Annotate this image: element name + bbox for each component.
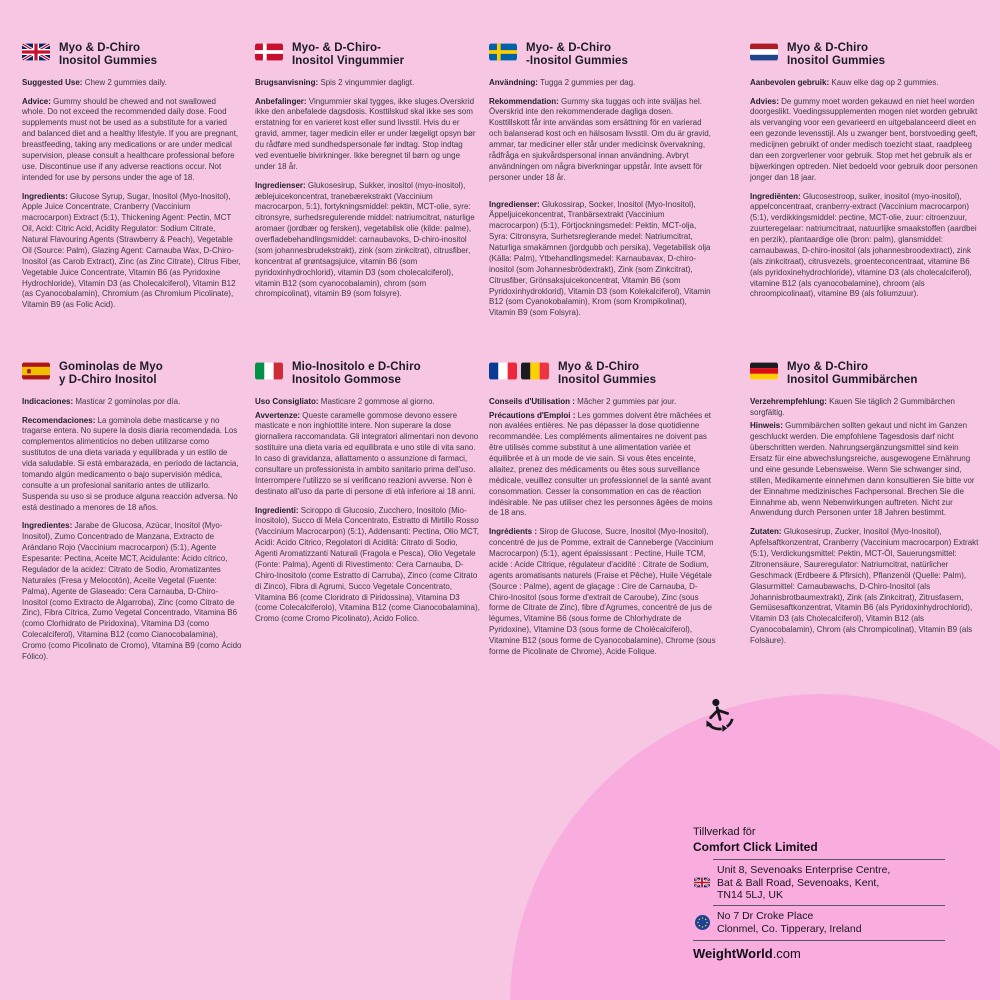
- ingredients-paragraph: Ingredienser: Glukosesirup, Sukker, inositol (myo-inositol), æblejuicekoncentrat, tranebærekstrakt (Vaccinium macrocarpon, 5:1), fortykningsmiddel: pektin, MCT-olie, syre: citronsyre, surhedsregulerende middel: natriumcitrat, naturlige aromaer (jordbær og fersken), vegetabilsk olie (kilde: palme), overfladebehandlingsmiddel: carnaubavoks, D-chiro-inositol (som johannesbrudekstrakt), zink (som zinkcitrat), citrusfiber, koncentrat af grøntsagsjuice, vitamin B6 (som pyridoxinhydrochlorid), vitamin D3 (som cholecalciferol), vitamin B12 (som cyanocobalamin), chrom (som chrompicolinat), vitamin B9 (som folsyre).: [255, 180, 475, 299]
- usage-paragraph: Uso Consigliato: Masticare 2 gommose al giorno.: [255, 396, 435, 406]
- section-spanish: [22, 361, 243, 671]
- section-title-line: Inositol Gummies: [558, 374, 657, 387]
- section-title-line: Myo & D-Chiro: [787, 361, 869, 373]
- section-title-line: Inositol Gummies: [59, 55, 158, 68]
- section-header: [22, 42, 241, 69]
- uk-address-row: [693, 864, 945, 901]
- section-title: [292, 361, 421, 388]
- ingredients-paragraph: Ingredients: Glucose Syrup, Sugar, Inositol (Myo-Inositol), Apple Juice Concentrate, Cranberry (Vaccinium macrocarpon) Extract (5:1), Thickening Agent: Pectin, MCT Oil, Acid: Citric Acid, Acidity Regulator: Sodium Citrate, Natural Flavouring Agents (Strawberry & Peach), Vegetable Oil (Source: Palm), Glazing Agent: Carnauba Wax, D-Chiro-Inositol (as Carob Extract), Zinc (as Zinc Citrate), Citrus Fiber, Vegetable Juice Concentrate, Vitamin B6 (as Pyridoxine Hydrochloride), Vitamin D3 (as Cholecalciferol), Vitamin B12 (as Cyanocobalamin), Chromium (as Chromium Picolinate), Vitamin B9 (as Folic Acid).: [22, 191, 241, 310]
- section-title-line: Myo & D-Chiro: [787, 42, 869, 54]
- advice-paragraph: Hinweis: Gummibärchen sollten gekaut und nicht im Ganzen geschluckt werden. Die empfohlene Tagesdosis darf nicht überschritten werden. Nahrungsergänzungsmittel sind kein Ersatz für eine abwechslungsreiche, ausgewogene Ernährung und eine gesunde Lebensweise. Wenn Sie schwanger sind, stillen, Medikamente einnehmen dann konsultieren Sie bitte vor der Einnahme medizinisches Fachpersonal. Brechen Sie die Einnahme ab, wenn Nebenwirkungen auftreten. Nicht zur Anwendung durch Personen unter 18 Jahren bestimmt.: [750, 421, 975, 518]
- divider: [693, 940, 945, 941]
- advice-paragraph: Rekommendation: Gummy ska tuggas och inte sväljas hel. Överskrid inte den rekommenderade dagliga dosen. Kosttillskott får inte användas som ersättning för en varierad och balanserad kost och en hälsosam livsstil. Om du är gravid, ammar, tar mediciner eller står under medicinsk övervakning, rådfråga en sjukvårdspersonal innan användning. Avbryt användningen om några biverkningar uppstår. Inte avsett för personer under 18 år.: [489, 96, 711, 182]
- eu-flag-icon: [693, 915, 711, 930]
- italy-flag-icon: [255, 362, 283, 380]
- advice-paragraph: Recomendaciones: La gominola debe masticarse y no tragarse entera. No supere la dosis diaria recomendada. Los complementos alimenticios no deben utilizarse como sustitutos de una dieta variada y equilibrada y un estilo de vida saludable. Si está embarazada, en período de lactancia, tomando algún medicamento o bajo supervisión médica, consulte a un profesional sanitario antes de utilizarlo. Suspenda su uso si se produce alguna reacción adversa. No está destinado a menores de 18 años.: [22, 415, 239, 512]
- flag-group: [22, 42, 50, 61]
- usage-paragraph: Aanbevolen gebruik: Kauw elke dag op 2 gummies.: [750, 77, 939, 87]
- ingredients-paragraph: Ingredientes: Jarabe de Glucosa, Azúcar, Inositol (Myo-Inositol), Zumo Concentrado de Manzana, Extracto de Arándano Rojo (Vaccinium macrocarpon) (5:1), Agente Espesante: Pectina, Aceite MCT, Acidulante: Ácido cítrico, Regulador de la acidez: Citrato de Sodio, Aromatizantes Naturales (Fresa y Melocotón), Aceite Vegetal (Fuente: Palma), Agente de Glaseado: Cera Carnauba, D-Chiro-Inositol (como Extracto de Algarroba), Zinc (como Citrato de Zinc), Fibra Cítrica, Zumo Vegetal Concentrado, Vitamina B6 (como Clorhidrato de Piridoxina), Vitamina D3 (como Colecalciferol), Vitamina B12 (como Cianocobalamina), Cromo (como Picolinato de Cromo), Vitamina B9 (como Ácido Fólico).: [22, 521, 242, 661]
- uk-address: Unit 8, Sevenoaks Enterprise Centre, Bat & Ball Road, Sevenoaks, Kent, TN14 5LJ, UK: [717, 864, 891, 902]
- section-title-line: Myo & D-Chiro: [558, 361, 640, 373]
- uk-flag-icon: [693, 877, 711, 888]
- section-title: [526, 42, 628, 69]
- ingredients-paragraph: Ingrediënten: Glucosestroop, suiker, inositol (myo-inositol), appelconcentraat, cranberry-extract (Vaccinium macrocarpon) (5:1), verdikkingsmiddel: pectine, MCT-olie, zuur: citroenzuur, zuurteregelaar: natriumcitraat, natuurlijke smaakstoffen (aardbei en perzik), plantaardige olie (bron: palm), glansmiddel: carnaubawas, D-chiro-inositol (als johannesbroodextract), zink (als zinkcitraat), citrusvezels, groenteconcentraat, vitamine B6 (als pyridoxinehydrochloride), vitamine D3 (als cholecalciferol), vitamine B12 (als cyanocobalamine), chroom (als chroompicolinaat), vitamine B9 (als foliumzuur).: [750, 191, 977, 299]
- usage-paragraph: Suggested Use: Chew 2 gummies daily.: [22, 77, 167, 87]
- eu-address-row: [693, 910, 945, 935]
- section-title: [787, 361, 918, 388]
- flag-group: [750, 361, 778, 380]
- ingredients-paragraph: Ingredienti: Sciroppo di Glucosio, Zucchero, Inositolo (Mio-Inositolo), Succo di Mela Concentrato, Estratto di Mirtillo Rosso (Vaccinium Macrocarpon) (5:1), Addensanti: Pectina, Olio MCT, Acidi: Acido Citrico, Regolatori di Acidità: Citrato di Sodio, Agenti Aromatizzanti Naturali (Fragola e Pesca), Olio Vegetale (Fonte: Palma), Agenti di Rivestimento: Cera Carnauba, D-Chiro-Inositolo (come Estratto di Carruba), Zinco (come Citrato di Zinco), Fibra di Agrumi, Succo Vegetale Concentrato, Vitamina B6 (come Cloridrato di Piridossina), Vitamina D3 (come Colecalciferolo), Vitamina B12 (come Cianocobalamina), Cromo (come Cromo Picolinato), Acido Folico.: [255, 505, 480, 624]
- flag-group: [255, 361, 283, 380]
- section-title-line: Mio-Inositolo e D-Chiro: [292, 361, 421, 373]
- section-header: [489, 361, 716, 388]
- section-french: [489, 361, 716, 666]
- section-title: [558, 361, 656, 388]
- germany-flag-icon: [750, 362, 778, 380]
- section-italian: [255, 361, 480, 633]
- divider: [713, 905, 945, 906]
- section-header: [22, 361, 243, 388]
- section-title-line: Inositolo Gommose: [292, 374, 402, 387]
- section-title-line: Inositol Vingummier: [292, 55, 405, 68]
- ingredients-paragraph: Ingredienser: Glukossirap, Socker, Inositol (Myo-Inositol), Äppeljuicekoncentrat, Tranbärsextrakt (Vaccinium macrocarpon) (5:1), Förtjockningsmedel: Pektin, MCT-olja, Syra: Citronsyra, Surhetsreglerande medel: Natriumcitrat, Naturliga smakämnen (jordgubb och persika), Vegetabilisk olja (Källa: Palm), Ytbehandlingsmedel: Karnaubavax, D-chiro-inositol (som Johannesbrödextrakt), Zink (som Zinkcitrat), Citrusfiber, Grönsaksjuicekoncentrat, Vitamin B6 (som Pyridoxinhydroklorid), Vitamin D3 (som Kolekalciferol), Vitamin B12 (som Cyanokobalamin), Krom (som Krompikolinat), Vitamin B9 (som Folsyra).: [489, 199, 711, 318]
- flag-group: [489, 42, 517, 61]
- ingredients-paragraph: Zutaten: Glukosesirup, Zucker, Inositol (Myo-Inositol), Apfelsaftkonzentrat, Cranberry (Vaccinium macrocarpon) Extrakt (5:1), Verdickungsmittel: Pektin, MCT-Öl, Sauerungsmittel: Zitronensäure, Saureregulator: Natriumcitrat, natürlicher Geschmack (Erdbeere & Pfirsich), Pflanzenöl (Quelle: Palm), Glasurmittel: Carnaubawachs, D-Chiro-Inositol (als Johannisbrotbaumextrakt), Zink (als Zinkcitrat), Zitrusfasern, Gemüsesaftkonzentrat, Vitamin B6 (als Pyridoxinhydrochlorid), Vitamin D3 (als Cholecalciferol), Vitamin B12 (als Cyanocobalamin), Chrom (als Chrompicolinat), Vitamin B9 (als Folsäure).: [750, 527, 979, 646]
- netherlands-flag-icon: [750, 43, 778, 61]
- section-title: [59, 361, 163, 388]
- advice-paragraph: Avvertenze: Queste caramelle gommose devono essere masticate e non inghiottite intere. Non superare la dose giornaliera raccomandata. Gli integratori alimentari non devono sostituire una dieta varia ed equilibrata e uno stile di vita sano. In caso di gravidanza, allattamento o assunzione di farmaci, consultare un professionista in ambito sanitario prima dell'uso. Interrompere l'utilizzo se si verificano reazioni avverse. Non è destinato all'uso da parte di persone di età inferiore ai 18 anni.: [255, 410, 479, 496]
- section-title-line: -Inositol Gummies: [526, 55, 629, 68]
- section-swedish: [489, 42, 715, 327]
- section-title-line: Myo- & D-Chiro-: [292, 42, 382, 54]
- section-title-line: Myo & D-Chiro: [59, 42, 141, 54]
- company-name: Comfort Click Limited: [693, 839, 818, 854]
- section-title-line: Inositol Gummies: [787, 55, 886, 68]
- made-for-label: Tillverkad för: [693, 826, 756, 838]
- usage-paragraph: Verzehrempfehlung: Kauen Sie täglich 2 Gummibärchen sorgfältig.: [750, 396, 955, 417]
- usage-paragraph: Indicaciones: Masticar 2 gominolas por día.: [22, 396, 181, 406]
- advice-paragraph: Précautions d'Emploi : Les gommes doivent être mâchées et non avalées entières. Ne pas dépasser la dose quotidienne recommandée. Les compléments alimentaires ne doivent pas être utilisés comme substitut à une alimentation variée et équilibrée et à un mode de vie sain. Si vous êtes enceinte, allaitez, prenez des médicaments ou êtes sous surveillance médicale, veuillez consulter un professionnel de la santé avant consommation. Cesser la consommation en cas de réaction indésirable. Ne pas utiliser chez les personnes âgées de moins de 18 ans.: [489, 410, 713, 518]
- section-title-line: y D-Chiro Inositol: [59, 374, 157, 387]
- france-flag-icon: [489, 362, 517, 380]
- section-header: [750, 42, 979, 69]
- section-title: [59, 42, 157, 69]
- section-english: [22, 42, 241, 319]
- section-german: [750, 361, 979, 655]
- brand-wordmark: WeightWorld.com: [693, 946, 801, 962]
- advice-paragraph: Anbefalinger: Vingummier skal tygges, ikke sluges.Overskrid ikke den anbefalede dagsdosis. Kosttilskud skal ikke ses som erstatning for en varieret kost eller sund livsstil. Hvis du er gravid, ammer, tager medicin eller er under lægeligt opsyn bør du rådføre med sundhedspersonale før indtag. Stop indtag ved eventuelle bivirkninger. Ikke beregnet til børn og unge under 18 år.: [255, 96, 476, 171]
- usage-paragraph: Brugsanvisning: Spis 2 vingummier dagligt.: [255, 77, 415, 87]
- sweden-flag-icon: [489, 43, 517, 61]
- uk-flag-icon: [22, 43, 50, 61]
- flag-group: [255, 42, 283, 61]
- flag-group: [750, 42, 778, 61]
- section-title-line: Inositol Gummibärchen: [787, 374, 918, 387]
- spain-flag-icon: [22, 362, 50, 380]
- section-title: [787, 42, 885, 69]
- manufacturer-block: [693, 826, 945, 961]
- section-title-line: Myo- & D-Chiro: [526, 42, 612, 54]
- section-title-line: Gominolas de Myo: [59, 361, 163, 373]
- belgium-flag-icon: [521, 362, 549, 380]
- usage-paragraph: Användning: Tugga 2 gummies per dag.: [489, 77, 636, 87]
- eu-address: No 7 Dr Croke Place Clonmel, Co. Tipperary, Ireland: [717, 910, 862, 935]
- section-danish: [255, 42, 477, 308]
- section-header: [255, 42, 477, 69]
- ingredients-paragraph: Ingrédients : Sirop de Glucose, Sucre, Inositol (Myo-Inositol), concentré de jus de Pomme, extrait de Canneberge (Vaccinium Macrocarpon) (5:1), agent épaississant : Pectine, Huile TCM, acide : Acide Citrique, régulateur d'acidité : Citrate de Sodium, agents aromatisants naturels (Fraise et Pêche), Huile Végétale (Source : Palme), agent de glaçage : Cire de Carnauba, D-Chiro-Inositol (sous forme d'extrait de Caroube), Zinc (sous forme de Citrate de Zinc), fibre d'Agrumes, concentré de jus de légumes, Vitamine B6 (sous forme de Chlorhydrate de Pyridoxine), Vitamine D3 (sous forme de Cholécalciferol), Vitamine B12 (sous forme de Cyanocobalamine), Chrome (sous forme de Picolinate de Chrome), Acide Folique.: [489, 527, 716, 656]
- flag-group: [489, 361, 549, 380]
- divider: [713, 859, 945, 860]
- advice-paragraph: Advice: Gummy should be chewed and not swallowed whole. Do not exceed the recommended daily dose. Food supplements must not be used as a substitute for a varied and balanced diet and a healthy lifestyle. If you are pregnant, breastfeeding, taking any medications or are under medical supervision, please consult a healthcare professional before use. Discontinue use if any adverse reactions occur. Not intended for use by persons under the age of 18.: [22, 96, 239, 182]
- usage-paragraph: Conseils d'Utilisation : Mâcher 2 gummies par jour.: [489, 396, 677, 406]
- section-dutch: [750, 42, 979, 308]
- section-header: [750, 361, 979, 388]
- flag-group: [22, 361, 50, 380]
- denmark-flag-icon: [255, 43, 283, 61]
- section-header: [489, 42, 715, 69]
- section-header: [255, 361, 480, 388]
- section-title: [292, 42, 404, 69]
- advice-paragraph: Advies: De gummy moet worden gekauwd en niet heel worden doorgeslikt. Voedingssupplementen mogen niet worden gebruikt als vervanging voor een gevarieerd en uitgebalanceerd dieet en een gezonde levensstijl. Als u zwanger bent, borstvoeding geeft, medicijnen gebruikt of onder medisch toezicht staat, raadpleeg dan een zorgverlener voor gebruik. Stop met het gebruik als er bijwerkingen optreden. Niet bedoeld voor gebruik door personen jonger dan 18 jaar.: [750, 96, 978, 182]
